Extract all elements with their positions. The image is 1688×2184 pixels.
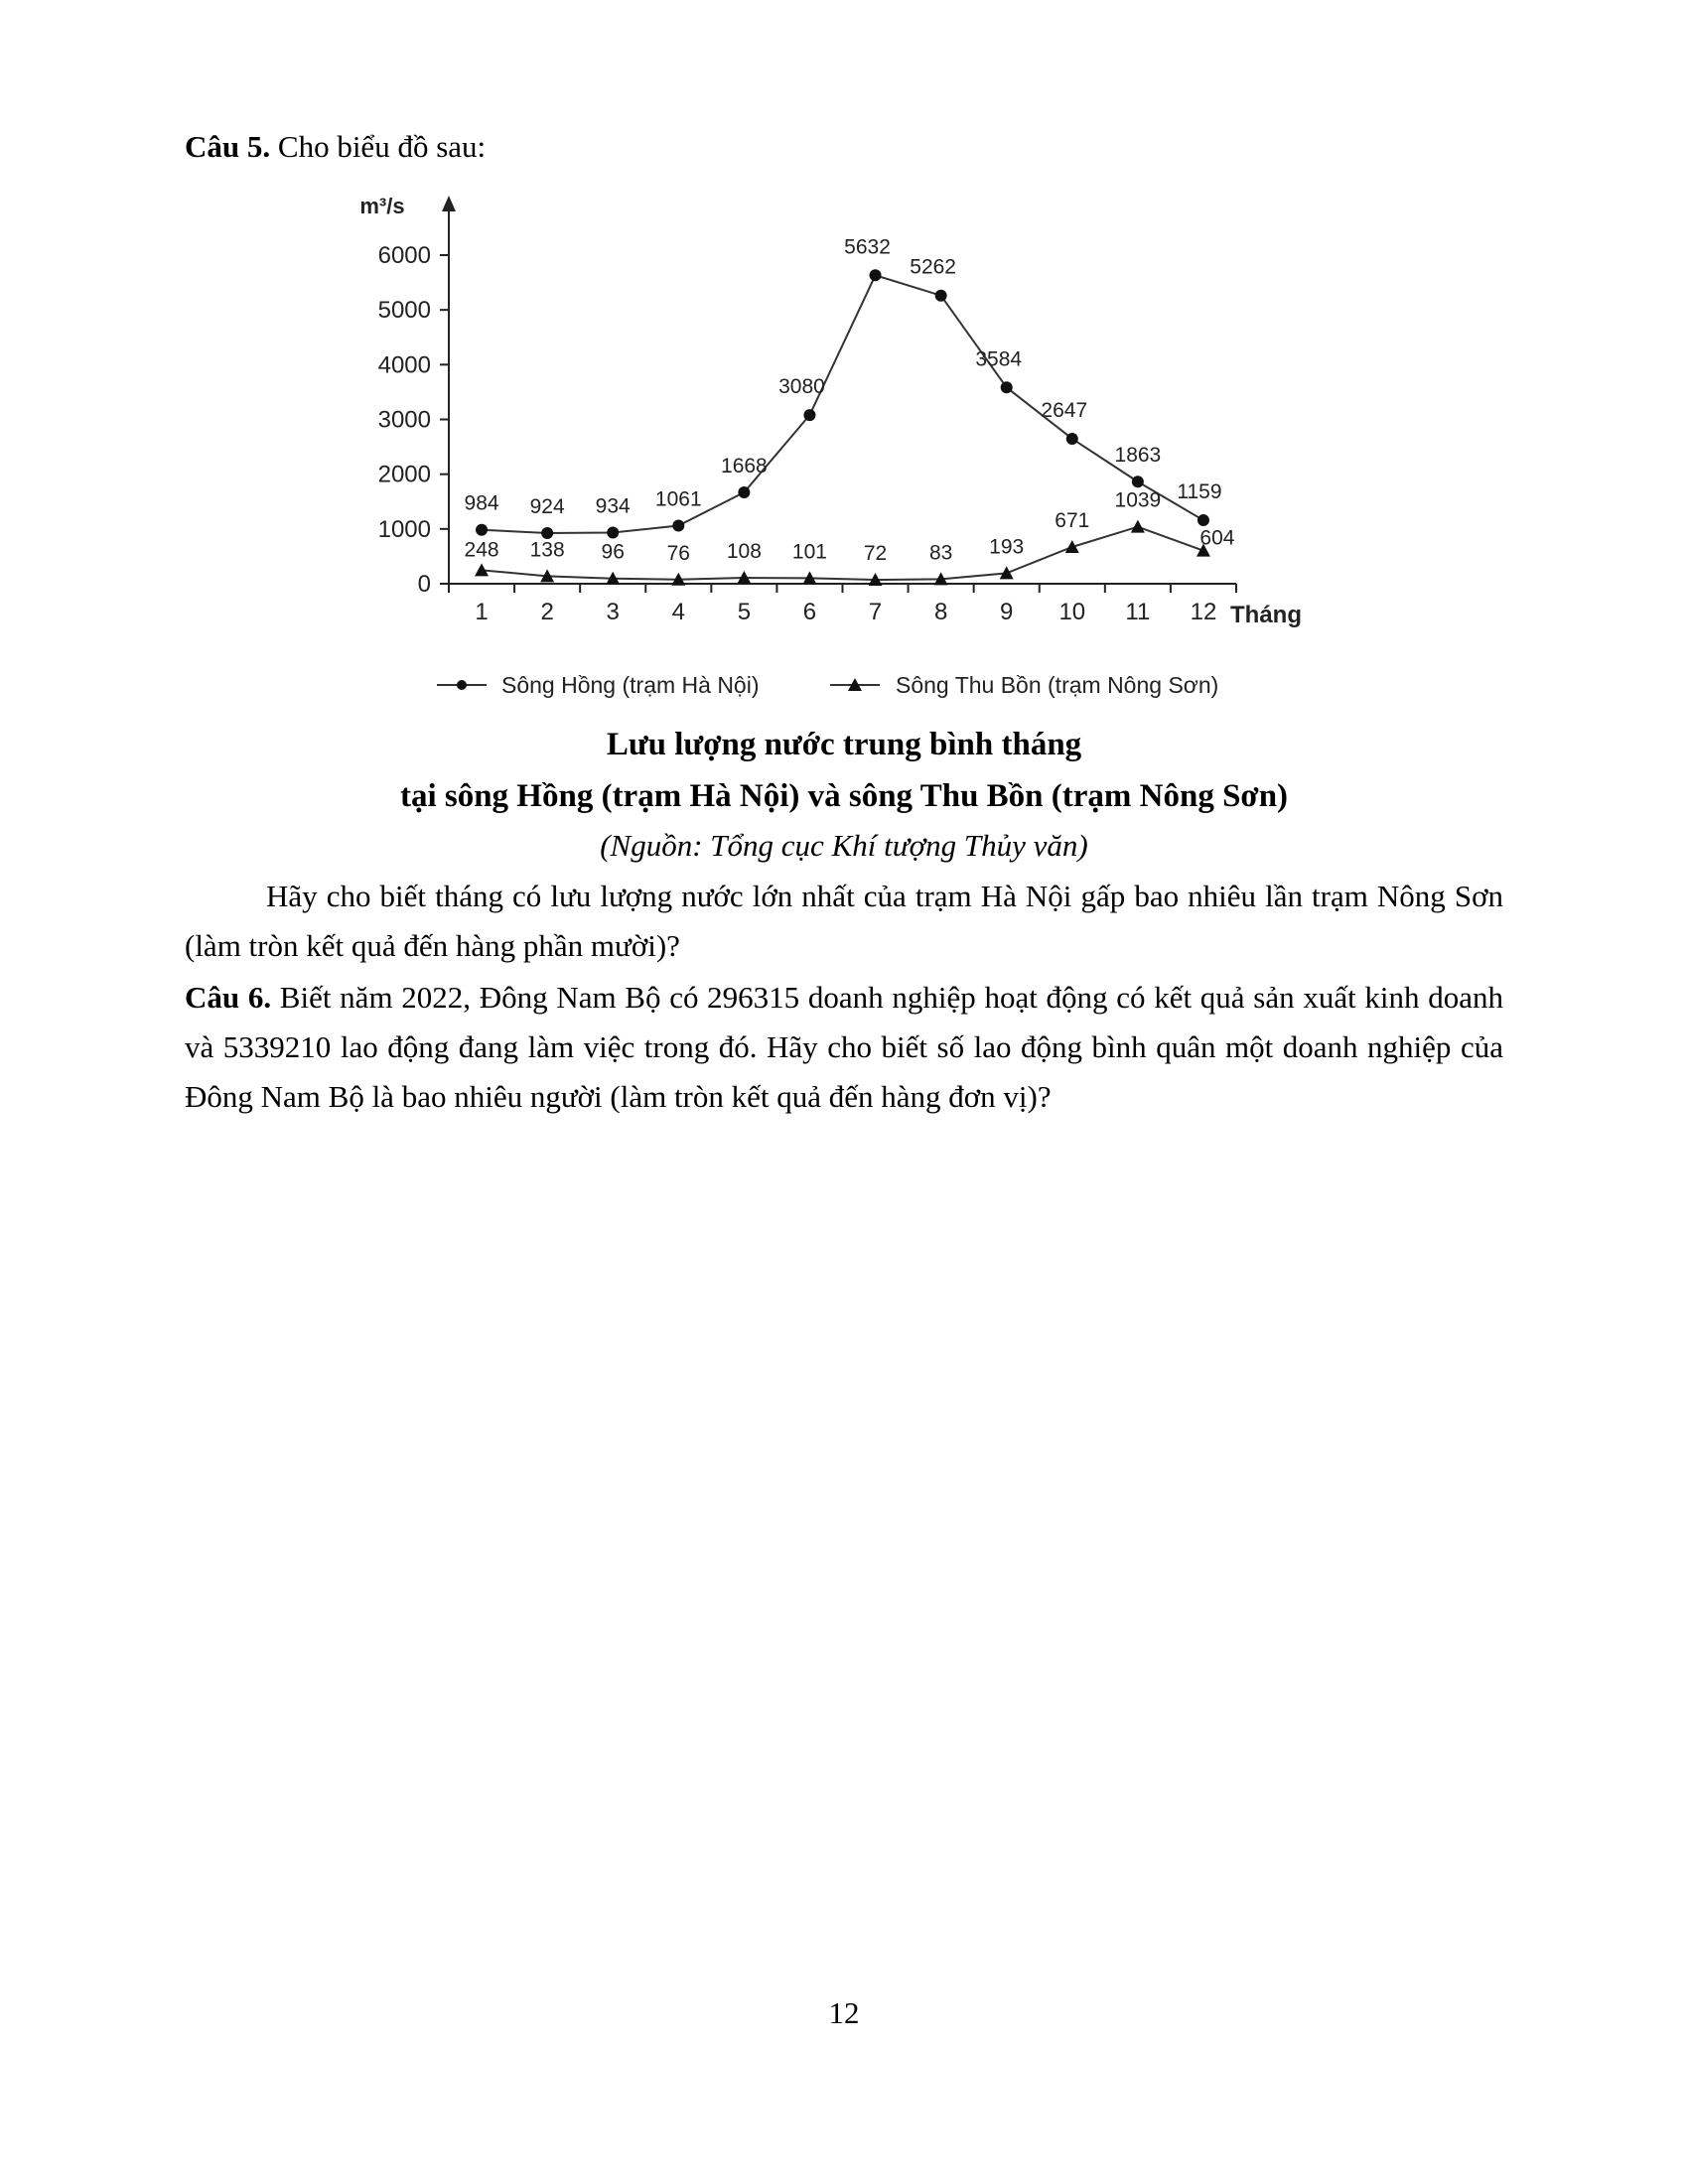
data-label-song-thu-bon: 1039	[1114, 488, 1162, 512]
chart-caption-line-2: tại sông Hồng (trạm Hà Nội) và sông Thu Bồn (trạm Nông Sơn)	[399, 778, 1289, 814]
data-label-song-hong: 5632	[844, 235, 891, 259]
data-label-song-thu-bon: 101	[791, 540, 827, 564]
data-label-song-thu-bon: 138	[529, 538, 565, 562]
data-label-song-thu-bon: 671	[1055, 508, 1090, 532]
question-5-intro: Cho biểu đồ sau:	[270, 129, 487, 164]
y-tick-label: 3000	[377, 406, 431, 434]
x-tick-label: 5	[737, 599, 752, 625]
data-point-song-hong	[870, 269, 882, 281]
x-tick-label: 4	[671, 599, 685, 625]
page-number: 12	[828, 1995, 860, 2030]
data-label-song-hong: 924	[529, 495, 565, 519]
x-axis-label: Tháng	[1230, 602, 1302, 628]
data-point-song-hong	[738, 486, 750, 498]
chart-canvas	[338, 184, 1331, 710]
y-axis-label: m³/s	[359, 194, 405, 218]
question-6-label: Câu 6.	[185, 980, 272, 1015]
data-label-song-hong: 984	[464, 491, 499, 515]
data-label-song-hong: 3584	[975, 347, 1023, 371]
x-tick-label: 6	[802, 599, 817, 625]
data-label-song-hong: 5262	[910, 255, 956, 279]
x-tick-label: 2	[540, 599, 554, 625]
x-tick-label: 12	[1190, 599, 1217, 625]
legend-label-song-hong: Sông Hồng (trạm Hà Nội)	[501, 672, 760, 698]
y-tick-label: 6000	[377, 242, 431, 269]
data-point-song-hong	[935, 290, 947, 302]
data-label-song-thu-bon: 604	[1199, 526, 1235, 550]
question-5-body: Hãy cho biết tháng có lưu lượng nước lớn nhất của trạm Hà Nội gấp bao nhiêu lần trạm Nông Sơn (làm tròn kết quả đến hàng phần mười)?	[185, 879, 1503, 963]
x-tick-label: 1	[475, 599, 489, 625]
x-tick-label: 11	[1125, 599, 1151, 625]
data-label-song-hong: 1668	[721, 454, 768, 478]
series-line-song-hong	[482, 275, 1203, 533]
data-point-song-hong	[1001, 381, 1013, 393]
data-point-song-hong	[1066, 433, 1078, 445]
data-label-song-hong: 1061	[654, 487, 702, 511]
y-tick-label: 4000	[377, 351, 431, 379]
y-tick-label: 5000	[377, 297, 431, 325]
chart-caption-line-1: Lưu lượng nước trung bình tháng	[606, 727, 1082, 762]
series-line-song-thu-bon	[482, 527, 1203, 580]
question-5-heading	[185, 125, 486, 169]
question-6-text: Biết năm 2022, Đông Nam Bộ có 296315 doanh nghiệp hoạt động có kết quả sản xuất kinh doanh và 5339210 lao động đang làm việc trong đó. Hãy cho biết số lao động bình quân một doanh nghiệp của Đông Nam Bộ là bao nhiêu người (làm tròn kết quả đến hàng đơn vị)?	[185, 980, 1503, 1114]
data-point-song-hong	[476, 524, 488, 536]
x-tick-label: 7	[868, 599, 883, 625]
y-tick-label: 0	[417, 571, 431, 598]
data-point-song-hong	[607, 526, 619, 538]
data-label-song-hong: 1863	[1114, 444, 1162, 468]
data-label-song-hong: 1159	[1177, 480, 1222, 504]
question-6	[185, 973, 1503, 1122]
x-tick-label: 8	[933, 599, 948, 625]
data-point-song-hong	[803, 409, 815, 421]
legend-marker-song-hong	[457, 680, 467, 690]
data-label-song-thu-bon: 72	[863, 542, 888, 566]
data-label-song-hong: 934	[595, 494, 631, 518]
data-point-song-hong	[672, 519, 684, 531]
data-point-song-hong	[1132, 476, 1144, 487]
data-label-song-thu-bon: 108	[726, 540, 762, 564]
chart-source: (Nguồn: Tổng cục Khí tượng Thủy văn)	[600, 828, 1088, 863]
data-label-song-thu-bon: 248	[464, 538, 499, 562]
y-tick-label: 1000	[377, 515, 431, 543]
data-point-song-hong	[1197, 514, 1209, 526]
x-tick-label: 9	[1000, 599, 1014, 625]
y-axis-arrow	[442, 196, 456, 211]
data-label-song-thu-bon: 83	[928, 541, 953, 565]
data-label-song-thu-bon: 96	[601, 540, 625, 564]
x-tick-label: 3	[606, 599, 620, 625]
y-tick-label: 2000	[377, 461, 431, 488]
line-chart	[338, 184, 1331, 715]
x-tick-label: 10	[1058, 599, 1086, 625]
data-label-song-thu-bon: 76	[666, 541, 690, 565]
data-label-song-hong: 2647	[1041, 398, 1088, 422]
legend-label-song-thu-bon: Sông Thu Bồn (trạm Nông Sơn)	[896, 672, 1219, 698]
data-label-song-thu-bon: 193	[989, 535, 1025, 559]
data-point-song-hong	[541, 527, 553, 539]
question-5-label: Câu 5.	[185, 129, 271, 164]
data-point-song-thu-bon	[1131, 520, 1145, 533]
data-label-song-hong: 3080	[778, 375, 825, 399]
